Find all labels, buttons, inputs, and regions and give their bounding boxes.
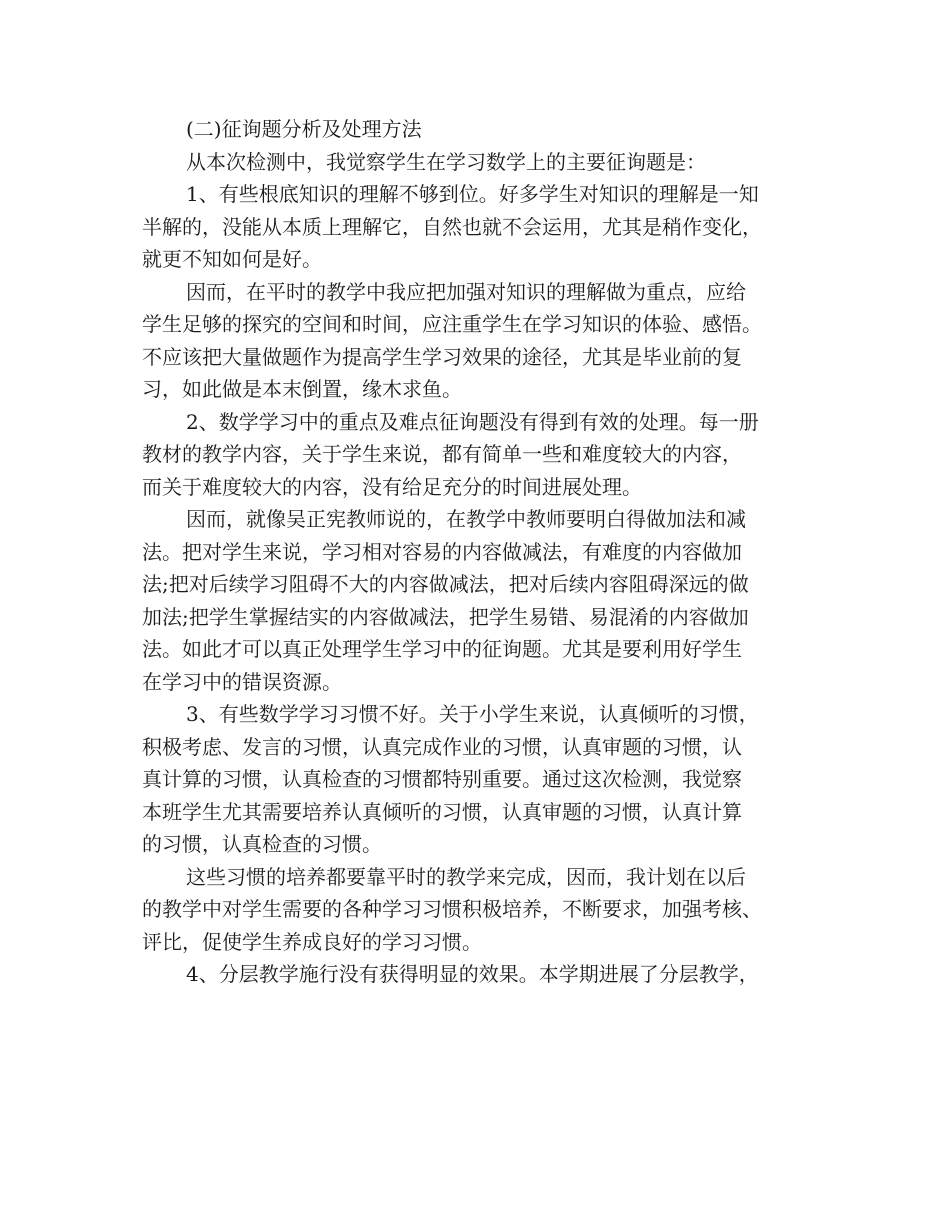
text-line: 的教学中对学生需要的各种学习习惯积极培养，不断要求，加强考核、 [142, 897, 762, 921]
text-line: 半解的，没能从本质上理解它，自然也就不会运用，尤其是稍作变化， [142, 214, 762, 239]
text-line: (二)征询题分析及处理方法 [186, 117, 422, 141]
paragraph-point-1 [142, 178, 814, 276]
text-line: 而关于难度较大的内容，没有给足充分的时间进展处理。 [142, 474, 642, 499]
paragraph-point-4 [142, 958, 814, 991]
text-line: 3、有些数学学习习惯不好。关于小学生来说，认真倾听的习惯， [186, 702, 759, 726]
text-line: 评比，促使学生养成良好的学习习惯。 [142, 929, 482, 954]
paragraph-point-3 [142, 698, 814, 861]
paragraph-point-1-remedy [142, 276, 814, 406]
text-line: 习，如此做是本末倒置，缘木求鱼。 [142, 377, 462, 401]
text-line: 法。如此才可以真正处理学生学习中的征询题。尤其是要利用好学生 [142, 637, 742, 661]
text-line: 1、有些根底知识的理解不够到位。好多学生对知识的理解是一知 [186, 182, 759, 206]
text-line: 学生足够的探究的空间和时间，应注重学生在学习知识的体验、感悟。 [142, 312, 762, 336]
document-body [142, 113, 814, 991]
text-line: 的习惯，认真检查的习惯。 [142, 832, 382, 856]
text-line: 2、数学学习中的重点及难点征询题没有得到有效的处理。每一册 [186, 409, 759, 434]
text-line: 因而，就像吴正宪教师说的，在教学中教师要明白得做加法和减 [186, 507, 746, 531]
text-line: 加法;把学生掌握结实的内容做减法，把学生易错、易混淆的内容做加 [142, 604, 749, 629]
paragraph-point-2 [142, 406, 814, 504]
text-line: 教材的教学内容，关于学生来说，都有简单一些和难度较大的内容， [142, 442, 742, 466]
intro-paragraph [142, 146, 814, 179]
paragraph-point-3-remedy [142, 861, 814, 959]
section-heading [142, 113, 814, 146]
text-line: 本班学生尤其需要培养认真倾听的习惯，认真审题的习惯，认真计算 [142, 799, 742, 824]
text-line: 积极考虑、发言的习惯，认真完成作业的习惯，认真审题的习惯，认 [142, 734, 742, 759]
paragraph-point-2-remedy [142, 503, 814, 698]
text-line: 4、分层教学施行没有获得明显的效果。本学期进展了分层教学， [186, 962, 759, 986]
text-line: 法;把对后续学习阻碍不大的内容做减法，把对后续内容阻碍深远的做 [142, 572, 749, 596]
text-line: 不应该把大量做题作为提高学生学习效果的途径，尤其是毕业前的复 [142, 344, 742, 369]
text-line: 因而，在平时的教学中我应把加强对知识的理解做为重点，应给 [186, 279, 746, 304]
text-line: 法。把对学生来说，学习相对容易的内容做减法，有难度的内容做加 [142, 539, 742, 564]
text-line: 从本次检测中，我觉察学生在学习数学上的主要征询题是： [186, 149, 706, 174]
text-line: 这些习惯的培养都要靠平时的教学来完成，因而，我计划在以后 [186, 864, 746, 889]
text-line: 就更不知如何是好。 [142, 247, 322, 271]
text-line: 真计算的习惯，认真检查的习惯都特别重要。通过这次检测，我觉察 [142, 767, 742, 791]
text-line: 在学习中的错误资源。 [142, 669, 342, 694]
